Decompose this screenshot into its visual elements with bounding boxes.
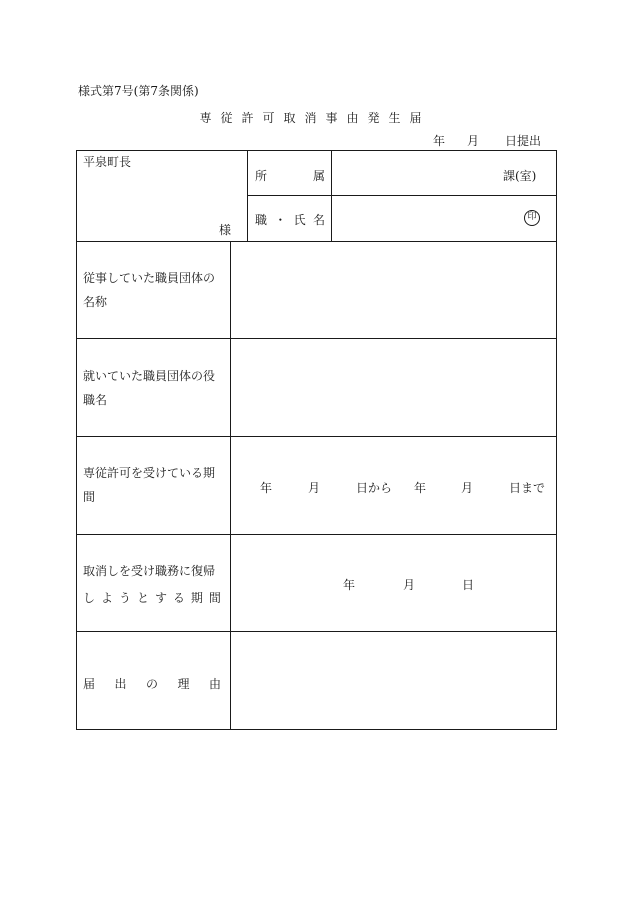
row-label-permitted-period: 専従許可を受けている期 間 xyxy=(83,466,216,504)
value-organization-post[interactable] xyxy=(231,339,556,436)
return-year[interactable]: 年 xyxy=(343,578,356,592)
period-year-1[interactable]: 年 xyxy=(260,481,273,495)
return-day[interactable]: 日 xyxy=(462,578,475,592)
row-label-organization-name: 従事していた職員団体の 名称 xyxy=(83,271,216,309)
divider-affiliation xyxy=(247,195,557,196)
period-day-to[interactable]: 日まで xyxy=(509,481,546,495)
period-month-1[interactable]: 月 xyxy=(308,481,321,495)
seal-mark: 印 xyxy=(524,210,540,226)
value-reason[interactable] xyxy=(231,632,556,729)
row-label-organization-post: 就いていた職員団体の役 職名 xyxy=(83,369,216,407)
addressee-honorific: 様 xyxy=(219,223,232,237)
addressee-name: 平泉町長 xyxy=(83,155,132,169)
date-day-submitted: 日提出 xyxy=(505,134,542,148)
border-top xyxy=(76,150,557,151)
border-right xyxy=(556,150,557,730)
period-day-from[interactable]: 日から xyxy=(356,481,393,495)
border-bottom xyxy=(76,729,557,730)
period-year-2[interactable]: 年 xyxy=(414,481,427,495)
period-month-2[interactable]: 月 xyxy=(461,481,474,495)
affiliation-label: 所 属 xyxy=(255,169,325,183)
row-label-return-period: 取消しを受け職務に復帰 xyxy=(83,564,216,578)
affiliation-suffix[interactable]: 課(室) xyxy=(503,169,537,183)
row-label-reason: 届 出 の 理 由 xyxy=(83,677,221,691)
date-month: 月 xyxy=(467,134,480,148)
return-month[interactable]: 月 xyxy=(403,578,416,592)
form-number: 様式第7号(第7条関係) xyxy=(78,84,199,98)
title-name-label: 職 ・ 氏 名 xyxy=(255,213,325,227)
divider-row-2 xyxy=(76,436,557,437)
document-title: 専従許可取消事由発生届 xyxy=(199,111,431,125)
date-year: 年 xyxy=(433,134,446,148)
border-left xyxy=(76,150,77,730)
value-organization-name[interactable] xyxy=(231,242,556,338)
divider-row-3 xyxy=(76,534,557,535)
row-label-return-period-line2: し よ う と す る 期 間 xyxy=(83,591,221,605)
